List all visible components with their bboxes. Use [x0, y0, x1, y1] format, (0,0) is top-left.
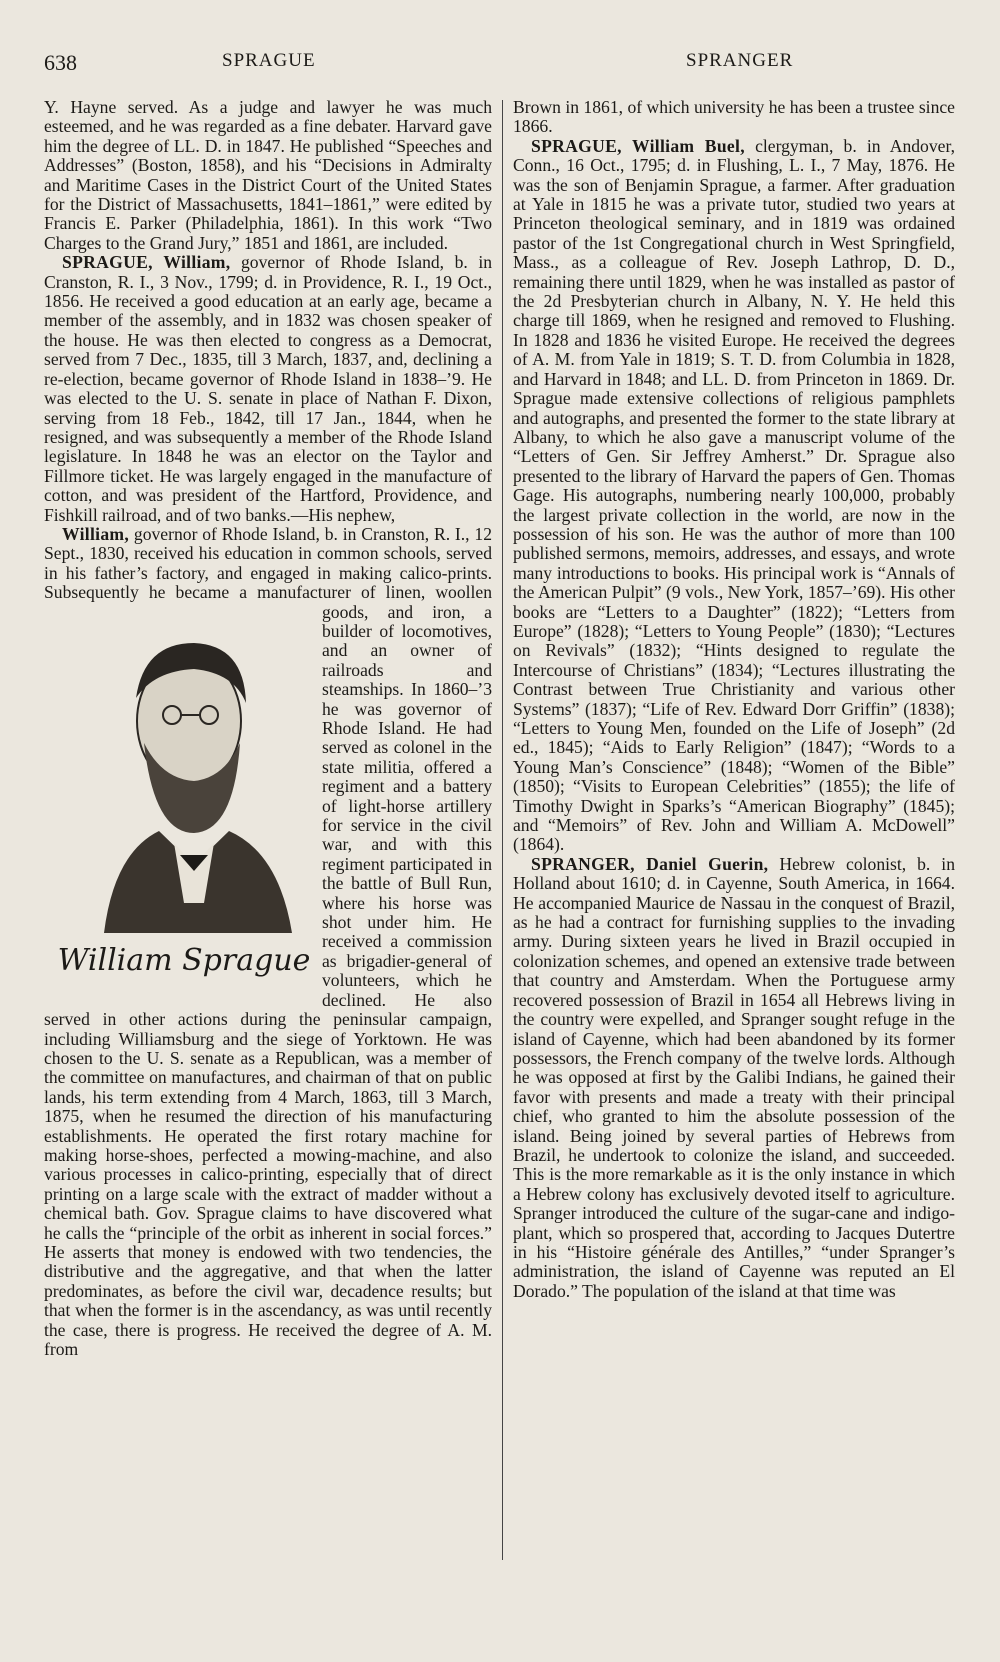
- running-head-left: SPRAGUE: [222, 50, 316, 71]
- column-divider: [502, 100, 503, 1560]
- entry-text: Hebrew colonist, b. in Holland about 1610; d. in Cayenne, South America, in 1664. He accompanied Maurice de Nassau in the conquest of Brazil, as he had a contract for furnishing supplies to the invading army. During sixteen years he lived in Brazil occupied in colonization schemes, and opened an extensive trade between that country and Amsterdam. When the Portuguese army recovered possession of Brazil in 1654 all Hebrews living in the country were expelled, and Spranger sought refuge in the island of Cayenne, which had been abandoned by its former possessors, the French company of the twelve lords. Although he was opposed at first by the Galibi Indians, he gained their favor with presents and made a treaty with their principal chief, who granted to him the absolute possession of the island. Being joined by several parties of Hebrews from Brazil, he undertook to colonize the island, and succeeded. This is the more remarkable as it is the only instance in which a Hebrew colony has exclusively devoted itself to agriculture. Spranger introduced the culture of the sugar-cane and indigo-plant, which so prospered that, according to Jacques Dutertre in his “Histoire générale des Antilles,” “under Spranger’s administration, the island of Cayenne was reputed an El Dorado.” The population of the island at that time was: [513, 853, 955, 1301]
- right-column: [513, 98, 955, 1301]
- entry-spranger-daniel-guerin: [513, 855, 955, 1301]
- entry-heading: SPRAGUE, William Buel,: [531, 135, 745, 156]
- entry-text: governor of Rhode Island, b. in Cranston, R. I., 3 Nov., 1799; d. in Providence, R. I., 19 Oct., 1856. He received a good education at an early age, became a member of the assembly, and in 1832 was chosen speaker of the house. He was then elected to congress as a Democrat, served from 7 Dec., 1835, till 3 March, 1837, and, declining a re-election, became governor of Rhode Island in 1838–’9. He was elected to the U. S. senate in place of Nathan F. Dixon, serving from 18 Feb., 1842, till 17 Jan., 1844, when he resigned, and was subsequently a member of the Rhode Island legislature. In 1848 he was an elector on the Taylor and Fillmore ticket. He was largely engaged in the manufacture of cotton, and was president of the Hartford, Providence, and Fishkill railroad, and of two banks.—His nephew,: [44, 252, 492, 525]
- paragraph: Brown in 1861, of which university he has been a trustee since 1866.: [513, 97, 955, 137]
- entry-heading: SPRAGUE, William,: [62, 252, 231, 273]
- paragraph: Y. Hayne served. As a judge and lawyer he was much esteemed, and he was regarded as a fine debater. Harvard gave him the degree of LL. D. in 1847. He published “Speeches and Addresses” (Boston, 1858), and his “Decisions in Admiralty and Maritime Cases in the District Court of the United States for the District of Massachusetts, 1841–1861,” were edited by Francis E. Parker (Philadelphia, 1861). In this work “Two Charges to the Grand Jury,” 1851 and 1861, are included.: [44, 97, 492, 253]
- portrait-engraving: [44, 603, 324, 1003]
- signature: William Sprague: [57, 942, 311, 978]
- entry-heading: SPRANGER, Daniel Guerin,: [531, 853, 769, 874]
- entry-heading: William,: [62, 523, 130, 544]
- entry-text: clergyman, b. in Andover, Conn., 16 Oct., 1795; d. in Flushing, L. I., 7 May, 1876. He was the son of Benjamin Sprague, a farmer. After graduation at Yale in 1815 he was a private tutor, studied two years at Princeton theological seminary, and in 1819 was ordained pastor of the 1st Congregational church in West Springfield, Mass., as a colleague of Rev. Joseph Lathrop, D. D., remaining there until 1829, when he was installed as pastor of the 2d Presbyterian church in Albany, N. Y. He held this charge till 1869, when he resigned and removed to Flushing. In 1828 and 1836 he visited Europe. He received the degrees of A. M. from Yale in 1819; S. T. D. from Columbia in 1828, and Harvard in 1848; and LL. D. from Princeton in 1869. Dr. Sprague made extensive collections of religious pamphlets and autographs, and presented the former to the state library at Albany, to which he also gave a manuscript volume of the “Letters of Gen. Sir Jeffrey Amherst.” Dr. Sprague also presented to the library of Harvard the papers of Gen. Thomas Gage. His autographs, numbering nearly 100,000, probably the largest private collection in the world, are now in the possession of his son. He was the author of more than 100 published sermons, memoirs, addresses, and essays, and wrote many introductions to books. His principal work is “Annals of the American Pulpit” (9 vols., New York, 1857–’69). His other books are “Letters to a Daughter” (1822); “Letters from Europe” (1828); “Letters to Young People” (1830); “Lectures on Revivals” (1832); “Hints designed to regulate the Intercourse of Christians” (1834); “Lectures illustrating the Contrast between True Christianity and various other Systems” (1837); “Life of Rev. Edward Dorr Griffin” (1838); “Letters to Young Men, founded on the Life of Joseph” (2d ed., 1845); “Aids to Early Religion” (1847); “Words to a Young Man’s Conscience” (1848); “Women of the Bible” (1850); “Visits to European Celebrities” (1855); the life of Timothy Dwight in Sparks’s “American Biography” (1845); and “Memoirs” of Rev. John and William A. McDowell” (1864).: [513, 135, 955, 855]
- entry-sprague-william-sr: [44, 253, 492, 525]
- running-head-right: SPRANGER: [686, 50, 794, 71]
- entry-text: governor of Rhode Island, b. in Cranston, R. I., 12 Sept., 1830, received his education in common schools, served in his father’s factory, and engaged in making calico-prints. Subsequently he became a manufacturer of linen, woollen goods, and iron, a builder of locomotives, and an owner of railroads and steamships. In 1860–’3 he was governor of Rhode Island. He had served as colonel in the state militia, offered a regiment and a battery of light-horse artillery for service in the civil war, and with this regiment participated in the battle of Bull Run, where his horse was shot under him. He received a commission as brigadier-general of volunteers, which he declined. He also served in other actions during the peninsular campaign, including Williamsburg and the siege of Yorktown. He was chosen to the U. S. senate as a Republican, was a member of the committee on manufactures, and chairman of that on public lands, his term extending from 4 March, 1863, till 3 March, 1875, when he resumed the direction of his manufacturing establishments. He operated the first rotary machine for making horse-shoes, perfected a mowing-machine, and also various processes in calico-printing, especially that of direct printing on a large scale with the extract of madder without a chemical bath. Gov. Sprague claims to have discovered what he calls the “principle of the orbit as inherent in social forces.” He asserts that money is endowed with two tendencies, the distributive and the aggregative, and that when the latter predominates, as before the civil war, decadence results; but that when the former is in the ascendancy, as was until recently the case, there is progress. He received the degree of A. M. from: [44, 523, 492, 1359]
- entry-sprague-william-buel: [513, 137, 955, 855]
- page-number: 638: [44, 50, 77, 75]
